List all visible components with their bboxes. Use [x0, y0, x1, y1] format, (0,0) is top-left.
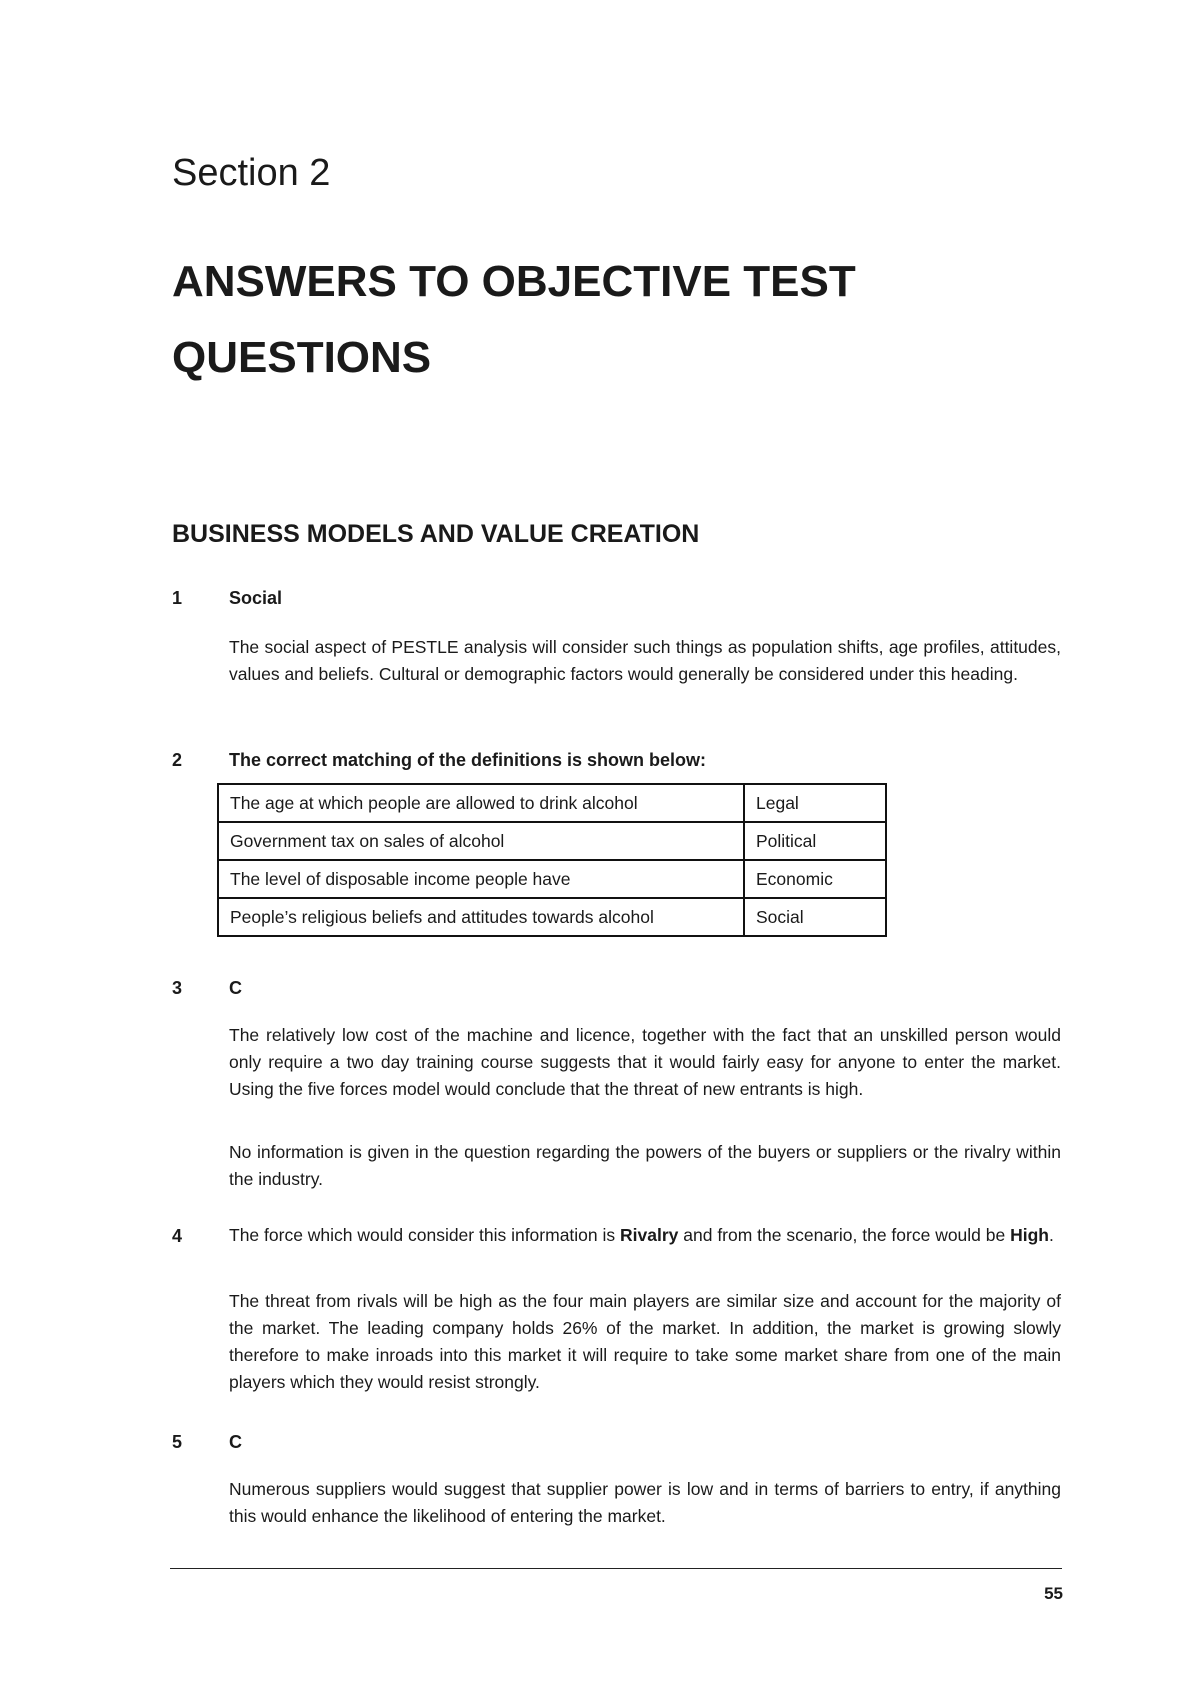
- question-3-note: No information is given in the question regarding the powers of the buyers or suppliers or the rivalry within the industry.: [229, 1142, 1061, 1189]
- table-row: [218, 822, 886, 860]
- category-cell: Political: [744, 822, 886, 860]
- definition-cell: The level of disposable income people have: [218, 860, 744, 898]
- question-5-title: C: [229, 1432, 242, 1452]
- section-label: Section 2: [172, 152, 331, 194]
- force-level: High: [1010, 1225, 1049, 1245]
- force-name: Rivalry: [620, 1225, 679, 1245]
- definition-cell: Government tax on sales of alcohol: [218, 822, 744, 860]
- question-4-explanation: The threat from rivals will be high as the four main players are similar size and account for the majority of the market. The leading company holds 26% of the market. In addition, the market is growing slowly therefore to make inroads into this market it will require to take some market share from one of the main players which they would resist strongly.: [229, 1291, 1061, 1392]
- question-4-intro-text: and from the scenario, the force would be: [678, 1225, 1011, 1245]
- question-4-answer: [229, 1222, 1061, 1249]
- question-2-title: The correct matching of the definitions is shown below:: [229, 750, 707, 770]
- category-cell: Economic: [744, 860, 886, 898]
- question-5-number: 5: [172, 1432, 183, 1452]
- question-5-answer: Numerous suppliers would suggest that supplier power is low and in terms of barriers to entry, if anything this would enhance the likelihood of entering the market.: [229, 1479, 1061, 1526]
- section-heading: BUSINESS MODELS AND VALUE CREATION: [172, 520, 700, 548]
- question-1-title: Social: [229, 588, 283, 608]
- question-2-number: 2: [172, 750, 183, 770]
- footer-rule: [170, 1568, 1062, 1569]
- question-3-answer: The relatively low cost of the machine and licence, together with the fact that an unskilled person would only require a two day training course suggests that it would fairly easy for anyone to enter the market. Using the five forces model would conclude that the threat of new entrants is high.: [229, 1025, 1061, 1099]
- question-4-number: 4: [172, 1226, 183, 1246]
- question-1-number: 1: [172, 588, 183, 608]
- question-4-intro-text: The force which would consider this information is: [229, 1225, 621, 1245]
- page-number: 55: [1044, 1584, 1063, 1603]
- question-3-number: 3: [172, 978, 183, 998]
- question-4-intro-text: .: [1049, 1225, 1054, 1245]
- definition-cell: The age at which people are allowed to drink alcohol: [218, 784, 744, 822]
- category-cell: Legal: [744, 784, 886, 822]
- question-3-title: C: [229, 978, 242, 998]
- page-title: ANSWERS TO OBJECTIVE TEST QUESTIONS: [172, 257, 856, 382]
- definition-cell: People’s religious beliefs and attitudes towards alcohol: [218, 898, 744, 936]
- definitions-table: [217, 783, 887, 937]
- category-cell: Social: [744, 898, 886, 936]
- table-row: [218, 898, 886, 936]
- table-row: [218, 784, 886, 822]
- question-1-answer: The social aspect of PESTLE analysis will consider such things as population shifts, age profiles, attitudes, values and beliefs. Cultural or demographic factors would generally be considered under this heading.: [229, 637, 1061, 684]
- table-row: [218, 860, 886, 898]
